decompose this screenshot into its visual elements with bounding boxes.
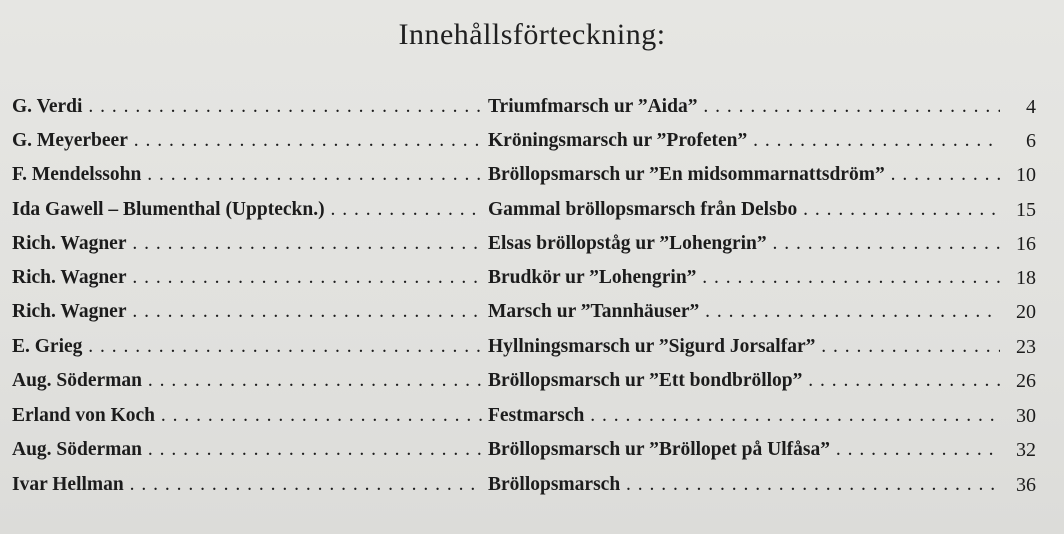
toc-composer: Rich. Wagner . . . [12, 229, 482, 259]
toc-page-number: 18 [1016, 267, 1036, 289]
toc-page-number: 4 [1026, 96, 1036, 118]
toc-composer: G. Meyerbeer . . . [12, 126, 482, 156]
toc-composer: Rich. Wagner . . . [12, 263, 482, 293]
toc-row [0, 263, 1064, 293]
toc-composer: Aug. Söderman . . . [12, 435, 482, 465]
toc-composer: G. Verdi . . . [12, 92, 482, 122]
toc-composer: Aug. Söderman . . . [12, 366, 482, 396]
toc-work: Bröllopsmarsch ur ”Bröllopet på Ulfåsa” . . . [488, 435, 1000, 465]
toc-row [0, 435, 1064, 465]
toc-composer: E. Grieg . . . [12, 332, 482, 362]
toc-composer: Erland von Koch . . . [12, 401, 482, 431]
toc-row [0, 332, 1064, 362]
toc-composer: Ivar Hellman . . . [12, 470, 482, 500]
toc-work: Bröllopsmarsch . . . [488, 470, 1000, 500]
toc-page-number: 36 [1016, 474, 1036, 496]
toc-work: Kröningsmarsch ur ”Profeten” . . . [488, 126, 1000, 156]
toc-work: Marsch ur ”Tannhäuser” . . . [488, 297, 1000, 327]
toc-row [0, 470, 1064, 500]
toc-work: Gammal bröllopsmarsch från Delsbo . . . [488, 195, 1000, 225]
toc-work: Bröllopsmarsch ur ”En midsommarnattsdröm” . . . [488, 160, 1000, 190]
toc-row [0, 366, 1064, 396]
toc-page-number: 16 [1016, 233, 1036, 255]
toc-page-number: 6 [1026, 130, 1036, 152]
toc-page-number: 30 [1016, 405, 1036, 427]
toc-page-number: 32 [1016, 439, 1036, 461]
toc-row [0, 229, 1064, 259]
toc-row [0, 92, 1064, 122]
toc-row [0, 401, 1064, 431]
toc-page-number: 23 [1016, 336, 1036, 358]
toc-page-number: 20 [1016, 301, 1036, 323]
toc-work: Triumfmarsch ur ”Aida” . . . [488, 92, 1000, 122]
toc-work: Hyllningsmarsch ur ”Sigurd Jorsalfar” . . . [488, 332, 1000, 362]
toc-work: Elsas bröllopståg ur ”Lohengrin” . . . [488, 229, 1000, 259]
toc-page-number: 15 [1016, 199, 1036, 221]
toc-work: Brudkör ur ”Lohengrin” . . . [488, 263, 1000, 293]
toc-composer: Rich. Wagner . . . [12, 297, 482, 327]
toc-page-number: 10 [1016, 164, 1036, 186]
page-title: Innehållsförteckning: [398, 18, 666, 51]
toc-row [0, 195, 1064, 225]
toc-composer: F. Mendelssohn . . . [12, 160, 482, 190]
toc-page-number: 26 [1016, 370, 1036, 392]
toc-work: Festmarsch . . . [488, 401, 1000, 431]
toc-work: Bröllopsmarsch ur ”Ett bondbröllop” . . . [488, 366, 1000, 396]
toc-row [0, 160, 1064, 190]
toc-row [0, 297, 1064, 327]
toc-composer: Ida Gawell – Blumenthal (Uppteckn.) . . . [12, 195, 482, 225]
toc-row [0, 126, 1064, 156]
